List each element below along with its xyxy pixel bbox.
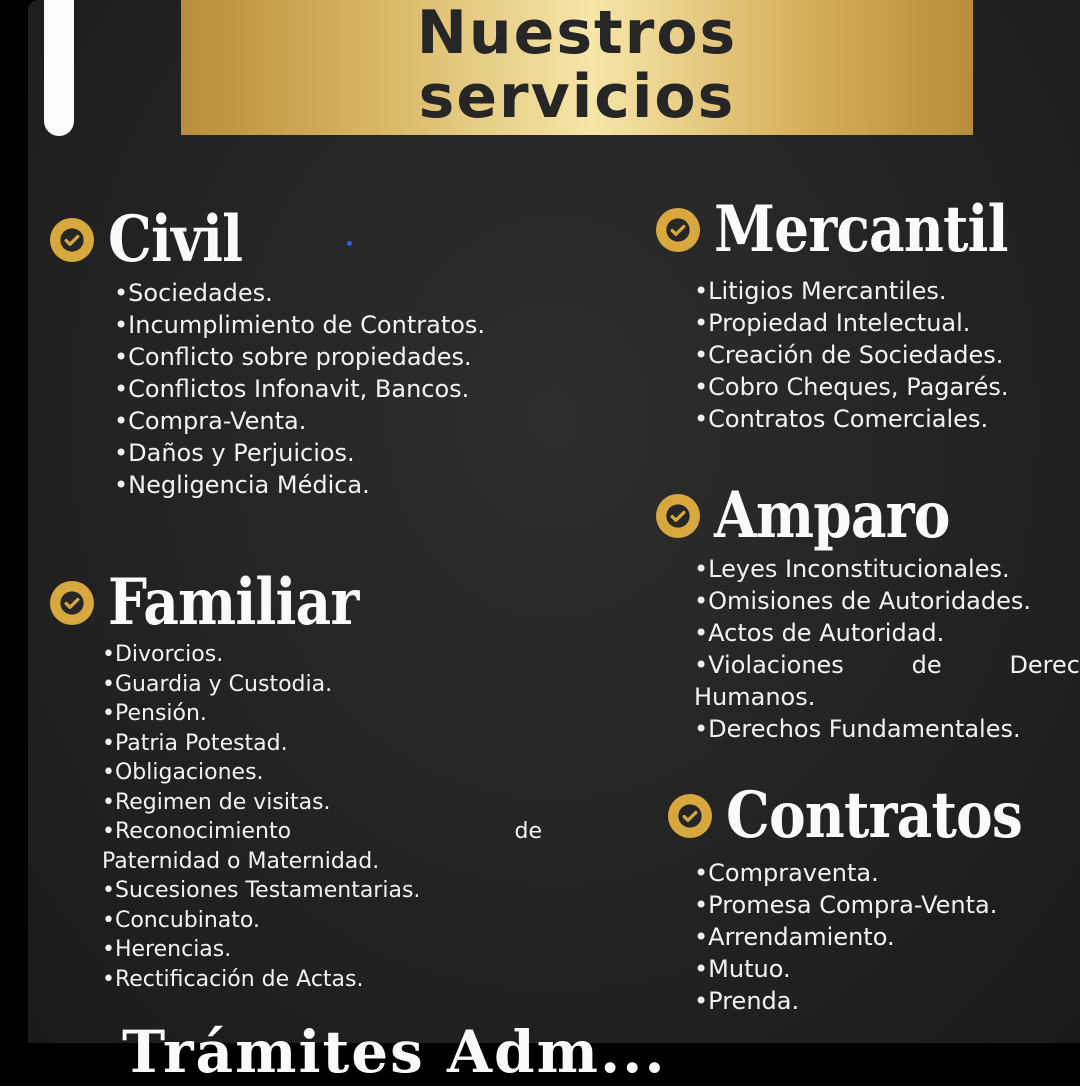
section-familiar — [50, 565, 542, 994]
list-item: •Derechos Fundamentales. — [694, 715, 1021, 743]
list-item-text: •Violaciones — [694, 651, 844, 679]
list-item-text: Derec — [1009, 651, 1080, 679]
heading-contratos: Contratos — [726, 778, 1023, 853]
banner-title-line2: servicios — [418, 62, 736, 132]
list-item: Paternidad o Maternidad. — [102, 848, 380, 874]
list-item: •Divorcios. — [102, 642, 224, 667]
check-icon — [668, 794, 712, 838]
list-item: •Regimen de visitas. — [102, 789, 331, 815]
list-item: •Mutuo. — [694, 955, 791, 983]
list-item: •Conflicto sobre propiedades. — [114, 343, 472, 371]
section-heading — [50, 202, 485, 277]
list-item: •Actos de Autoridad. — [694, 619, 945, 647]
heading-civil: Civil — [108, 202, 243, 277]
list-item: •Rectificación de Actas. — [102, 966, 364, 992]
list-item: •Compraventa. — [694, 859, 879, 887]
section-civil — [50, 202, 485, 501]
list-familiar — [102, 640, 542, 994]
list-item: •Sucesiones Testamentarias. — [102, 878, 421, 903]
list-item: •Negligencia Médica. — [114, 471, 370, 499]
check-icon — [50, 218, 94, 262]
list-item: •Guardia y Custodia. — [102, 671, 333, 697]
title-banner — [181, 0, 973, 135]
list-item: •Creación de Sociedades. — [694, 341, 1004, 369]
list-item: •Cobro Cheques, Pagarés. — [694, 373, 1009, 401]
list-amparo — [694, 553, 1080, 745]
section-heading — [50, 565, 542, 640]
heading-amparo: Amparo — [714, 478, 950, 553]
list-item: •Daños y Perjuicios. — [114, 439, 355, 467]
list-contratos — [694, 857, 1070, 1017]
partial-heading-tramites: Trámites Adm... — [122, 1018, 667, 1086]
list-item: •Propiedad Intelectual. — [694, 309, 971, 337]
list-item-text: •Reconocimiento — [102, 819, 292, 844]
list-item-text: de — [911, 651, 942, 679]
check-icon — [656, 494, 700, 538]
banner-title-line1: Nuestros — [416, 0, 738, 68]
list-item: •Conflictos Infonavit, Bancos. — [114, 375, 470, 403]
check-icon — [50, 581, 94, 625]
list-item: •Obligaciones. — [102, 760, 264, 785]
heading-familiar: Familiar — [108, 565, 359, 640]
list-mercantil — [694, 275, 1055, 435]
list-item: •Pensión. — [102, 701, 207, 726]
list-item: •Patria Potestad. — [102, 730, 288, 756]
list-item-text: de — [514, 819, 542, 844]
list-item: •Compra-Venta. — [114, 407, 307, 435]
section-contratos — [668, 778, 1070, 1017]
list-item: •Contratos Comerciales. — [694, 405, 989, 433]
scroll-indicator[interactable] — [44, 0, 74, 136]
section-heading — [656, 192, 1055, 267]
list-item: •Prenda. — [694, 987, 800, 1015]
check-icon — [656, 208, 700, 252]
section-heading — [668, 778, 1070, 853]
list-civil — [114, 277, 485, 501]
heading-mercantil: Mercantil — [714, 192, 1008, 267]
section-heading — [656, 478, 1080, 553]
list-item: •Omisiones de Autoridades. — [694, 587, 1032, 615]
list-item: Humanos. — [694, 683, 816, 711]
section-amparo — [656, 478, 1080, 745]
list-item: •Incumplimiento de Contratos. — [114, 311, 486, 339]
list-item: •Arrendamiento. — [694, 923, 895, 951]
list-item: •Sociedades. — [114, 279, 273, 307]
list-item: •Promesa Compra-Venta. — [694, 891, 998, 919]
list-item — [694, 649, 1080, 681]
list-item: •Concubinato. — [102, 907, 260, 933]
list-item: •Litigios Mercantiles. — [694, 277, 947, 305]
list-item: •Leyes Inconstitucionales. — [694, 555, 1010, 583]
section-mercantil — [656, 192, 1055, 435]
list-item — [102, 817, 542, 847]
list-item: •Herencias. — [102, 937, 232, 962]
